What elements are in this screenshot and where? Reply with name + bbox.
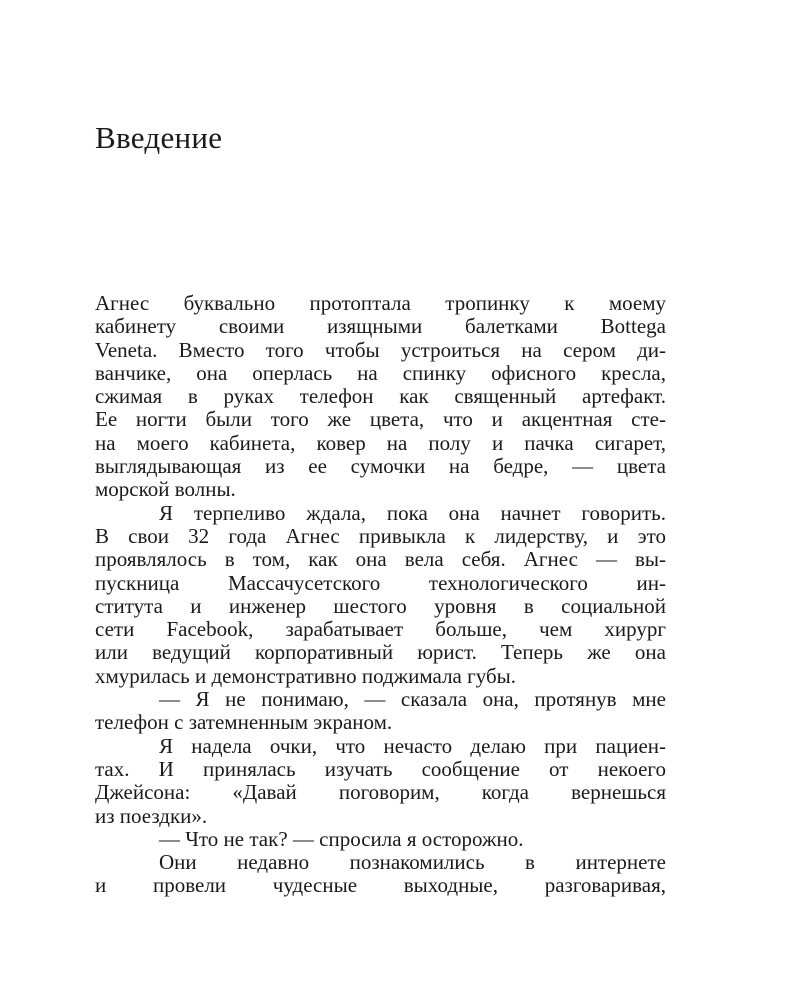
- text-line: тах. И принялась изучать сообщение от некоего: [95, 756, 666, 781]
- text-line: ститута и инженер шестого уровня в социальной: [95, 593, 666, 618]
- text-line: проявлялось в том, как она вела себя. Агнес — вы-: [95, 547, 666, 572]
- text-line: Ее ногти были того же цвета, что и акцентная сте-: [95, 407, 666, 432]
- text-line: пускница Массачусетского технологического ин-: [95, 570, 666, 595]
- text-line: Агнес буквально протоптала тропинку к моему: [95, 291, 666, 315]
- text-line: — Я не понимаю, — сказала она, протянув мне: [159, 687, 666, 712]
- text-line: кабинету своими изящными балетками Bottega: [95, 314, 666, 339]
- text-line: телефон с затемненным экраном.: [95, 710, 393, 735]
- text-line: В свои 32 года Агнес привыкла к лидерству, и это: [95, 523, 666, 548]
- text-line: морской волны.: [95, 477, 236, 502]
- text-line: — Что не так? — спросила я осторожно.: [159, 826, 524, 851]
- chapter-title: Введение: [95, 120, 223, 155]
- text-line: Джейсона: «Давай поговорим, когда вернешься: [95, 780, 666, 805]
- text-line: Veneta. Вместо того чтобы устроиться на сером ди-: [95, 337, 666, 362]
- text-line: на моего кабинета, ковер на полу и пачка сигарет,: [95, 430, 666, 455]
- text-line: сжимая в руках телефон как священный артефакт.: [95, 384, 666, 409]
- text-line: или ведущий корпоративный юрист. Теперь же она: [95, 640, 666, 665]
- text-line: ванчике, она оперлась на спинку офисного кресла,: [95, 360, 666, 385]
- text-line: выглядывающая из ее сумочки на бедре, — цвета: [95, 454, 666, 479]
- text-line: Они недавно познакомились в интернете: [159, 850, 666, 875]
- text-line: Я терпеливо ждала, пока она начнет говорить.: [159, 500, 666, 525]
- text-line: и провели чудесные выходные, разговаривая,: [95, 873, 666, 898]
- text-line: сети Facebook, зарабатывает больше, чем хирург: [95, 617, 666, 642]
- text-line: Я надела очки, что нечасто делаю при пациен-: [159, 733, 666, 758]
- body-text: [95, 292, 666, 898]
- text-line: из поездки».: [95, 803, 208, 828]
- text-line: хмурилась и демонстративно поджимала губы.: [95, 663, 516, 688]
